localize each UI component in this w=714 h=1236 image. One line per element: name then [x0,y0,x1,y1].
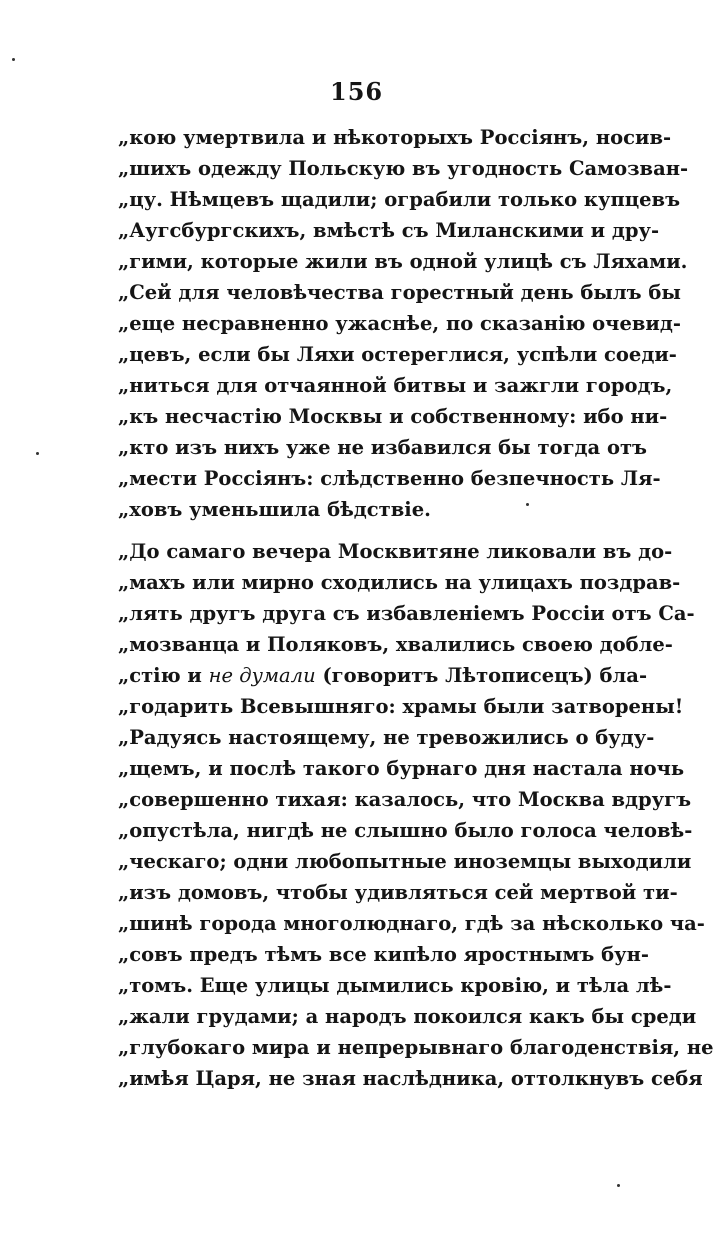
paragraph-2 [118,536,714,1094]
text-line [118,215,660,246]
text-line [118,153,689,184]
line-text: „ховъ уменьшила бѣдствіе. [118,498,431,521]
text-line [118,308,681,339]
text-line [118,401,668,432]
line-text: „ческаго; одни любопытные иноземцы выходили [118,850,692,873]
line-text: „Аугсбургскихъ, вмѣстѣ съ Миланскими и дру- [118,219,660,242]
text-line [118,1001,697,1032]
text-line [118,691,684,722]
line-text: „глубокаго мира и непрерывнаго благоденствія, не [118,1036,714,1059]
line-text: „гими, которые жили въ одной улицѣ съ Ляхами. [118,250,688,273]
text-line [118,536,673,567]
text-line [118,370,673,401]
line-text: „имѣя Царя, не зная наслѣдника, оттолкнувъ себя [118,1067,703,1090]
text-line [118,432,648,463]
line-text: „шихъ одежду Польскую въ угодность Самозван- [118,157,689,180]
text-line [118,815,693,846]
line-text: „щемъ, и послѣ такого бурнаго дня настала ночь [118,757,685,780]
text-line [118,753,685,784]
text-line [118,1063,703,1094]
line-text: „кою умертвила и нѣкоторыхъ Россіянъ, носив- [118,126,672,149]
line-text: „шинѣ города многолюднаго, гдѣ за нѣсколько ча- [118,912,705,935]
line-text: „кто изъ нихъ уже не избавился бы тогда отъ [118,436,648,459]
paper-speck [36,452,39,455]
paper-speck [12,58,15,61]
text-line [118,660,648,691]
line-text: „изъ домовъ, чтобы удивляться сей мертвой ти- [118,881,678,904]
paragraph-1 [118,122,689,525]
line-text: „лять другъ друга съ избавленіемъ Россіи отъ Са- [118,602,695,625]
text-line [118,567,681,598]
line-text: „Радуясь настоящему, не тревожились о буду- [118,726,655,749]
text-line [118,598,695,629]
line-text: „стію и [118,664,209,687]
line-text: „еще несравненно ужаснѣе, по сказанію очевид- [118,312,681,335]
text-line [118,339,677,370]
text-line [118,970,672,1001]
text-line [118,494,638,525]
text-line [118,846,692,877]
paper-speck [617,1184,620,1187]
text-line [118,877,678,908]
line-text: „цевъ, если бы Ляхи остереглися, успѣли соеди- [118,343,677,366]
text-line [118,1032,714,1063]
text-line [118,629,673,660]
text-line [118,939,649,970]
text-line [118,277,681,308]
text-line [118,122,672,153]
line-text: „Сей для человѣчества горестный день былъ бы [118,281,681,304]
italic-phrase: не думали [208,664,316,687]
line-text: „махъ или мирно сходились на улицахъ поздрав- [118,571,681,594]
line-text: „совершенно тихая: казалось, что Москва вдругъ [118,788,692,811]
line-text: „совъ предъ тѣмъ все кипѣло яростнымъ бун- [118,943,649,966]
line-text: „мести Россіянъ: слѣдственно безпечность Ля- [118,467,661,490]
line-text: „мозванца и Поляковъ, хвалились своею добле- [118,633,673,656]
text-line [118,246,688,277]
line-text: (говоритъ Лѣтописецъ) бла- [315,664,648,687]
text-line [118,463,661,494]
line-text: „жали грудами; а народъ покоился какъ бы среди [118,1005,697,1028]
line-text: „До самаго вечера Москвитяне ликовали въ до- [118,540,673,563]
paper-speck [526,503,529,506]
text-line [118,184,681,215]
page-number: 156 [330,77,384,106]
line-text: „къ несчастію Москвы и собственному: ибо ни- [118,405,668,428]
line-text: „годарить Всевышняго: храмы были затворены! [118,695,684,718]
text-line [118,722,655,753]
line-text: „ниться для отчаянной битвы и зажгли городъ, [118,374,673,397]
text-line [118,784,692,815]
line-text: „цу. Нѣмцевъ щадили; ограбили только купцевъ [118,188,681,211]
text-line [118,908,705,939]
line-text: „томъ. Еще улицы дымились кровію, и тѣла лѣ- [118,974,672,997]
line-text: „опустѣла, нигдѣ не слышно было голоса человѣ- [118,819,693,842]
